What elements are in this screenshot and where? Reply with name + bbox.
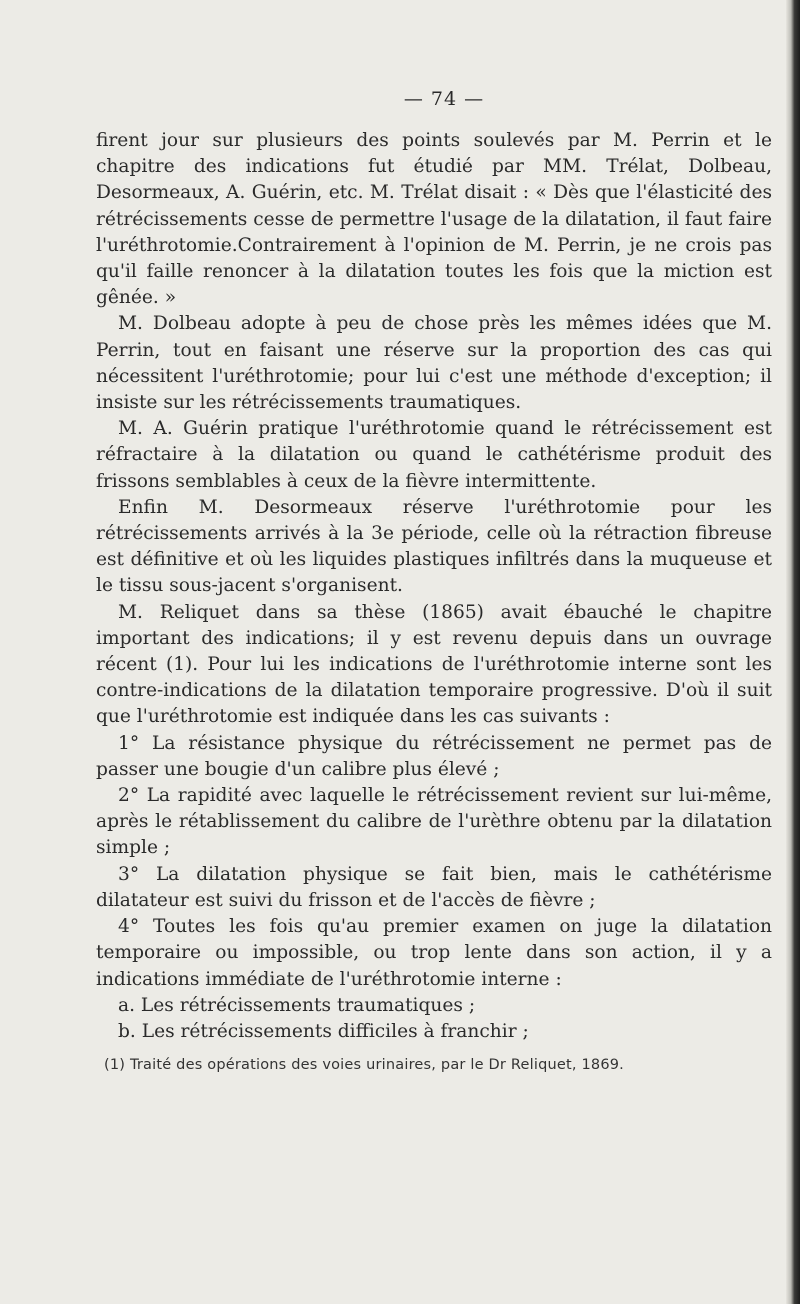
page-number: — 74 — <box>403 88 485 110</box>
paragraph: M. Dolbeau adopte à peu de chose près les mêmes idées que M. Perrin, tout en faisant une réserve sur la proportion des cas qui nécessitent l'uréthrotomie; pour lui c'est une méthode d'exception; il insiste sur les rétrécissements traumatiques. <box>96 313 772 414</box>
paragraph: firent jour sur plusieurs des points soulevés par M. Perrin et le chapitre des indications fut étudié par MM. Trélat, Dolbeau, Desormeaux, A. Guérin, etc. M. Trélat disait : « Dès que l'élasticité des rétrécissements cesse de permettre l'usage de la dilatation, il faut faire l'uréthrotomie.Contrairement à l'opinion de M. Perrin, je ne crois pas qu'il faille renoncer à la dilatation toutes les fois que la miction est gênée. » <box>96 130 772 309</box>
footnote: (1) Traité des opérations des voies urinaires, par le Dr Reliquet, 1869. <box>104 1057 624 1074</box>
book-page <box>96 88 772 1073</box>
sub-list-item: a. Les rétrécissements traumatiques ; <box>118 994 476 1016</box>
list-item: 3° La dilatation physique se fait bien, mais le cathétérisme dilatateur est suivi du frisson et de l'accès de fièvre ; <box>96 863 772 911</box>
paragraph: M. A. Guérin pratique l'uréthrotomie quand le rétrécissement est réfractaire à la dilatation ou quand le cathétérisme produit des frissons semblables à ceux de la fièvre intermittente. <box>96 418 772 492</box>
sub-list-item: b. Les rétrécissements difficiles à franchir ; <box>118 1020 529 1042</box>
list-item: 2° La rapidité avec laquelle le rétrécissement revient sur lui-même, après le rétablissement du calibre de l'urèthre obtenu par la dilatation simple ; <box>96 785 772 859</box>
list-item: 1° La résistance physique du rétrécissement ne permet pas de passer une bougie d'un calibre plus élevé ; <box>96 732 772 780</box>
list-item: 4° Toutes les fois qu'au premier examen on juge la dilatation temporaire ou impossible, ou trop lente dans son action, il y a indications immédiate de l'uréthrotomie interne : <box>96 916 772 990</box>
paragraph: Enfin M. Desormeaux réserve l'uréthrotomie pour les rétrécissements arrivés à la 3e période, celle où la rétraction fibreuse est définitive et où les liquides plastiques infiltrés dans la muqueuse et le tissu sous-jacent s'organisent. <box>96 496 772 597</box>
page-body <box>96 128 772 1045</box>
paragraph: M. Reliquet dans sa thèse (1865) avait ébauché le chapitre important des indications; il y est revenu depuis dans un ouvrage récent (1). Pour lui les indications de l'uréthrotomie interne sont les contre-indications de la dilatation temporaire progressive. D'où il suit que l'uréthrotomie est indiquée dans les cas suivants : <box>96 601 772 728</box>
scan-page-edge <box>786 0 800 1304</box>
